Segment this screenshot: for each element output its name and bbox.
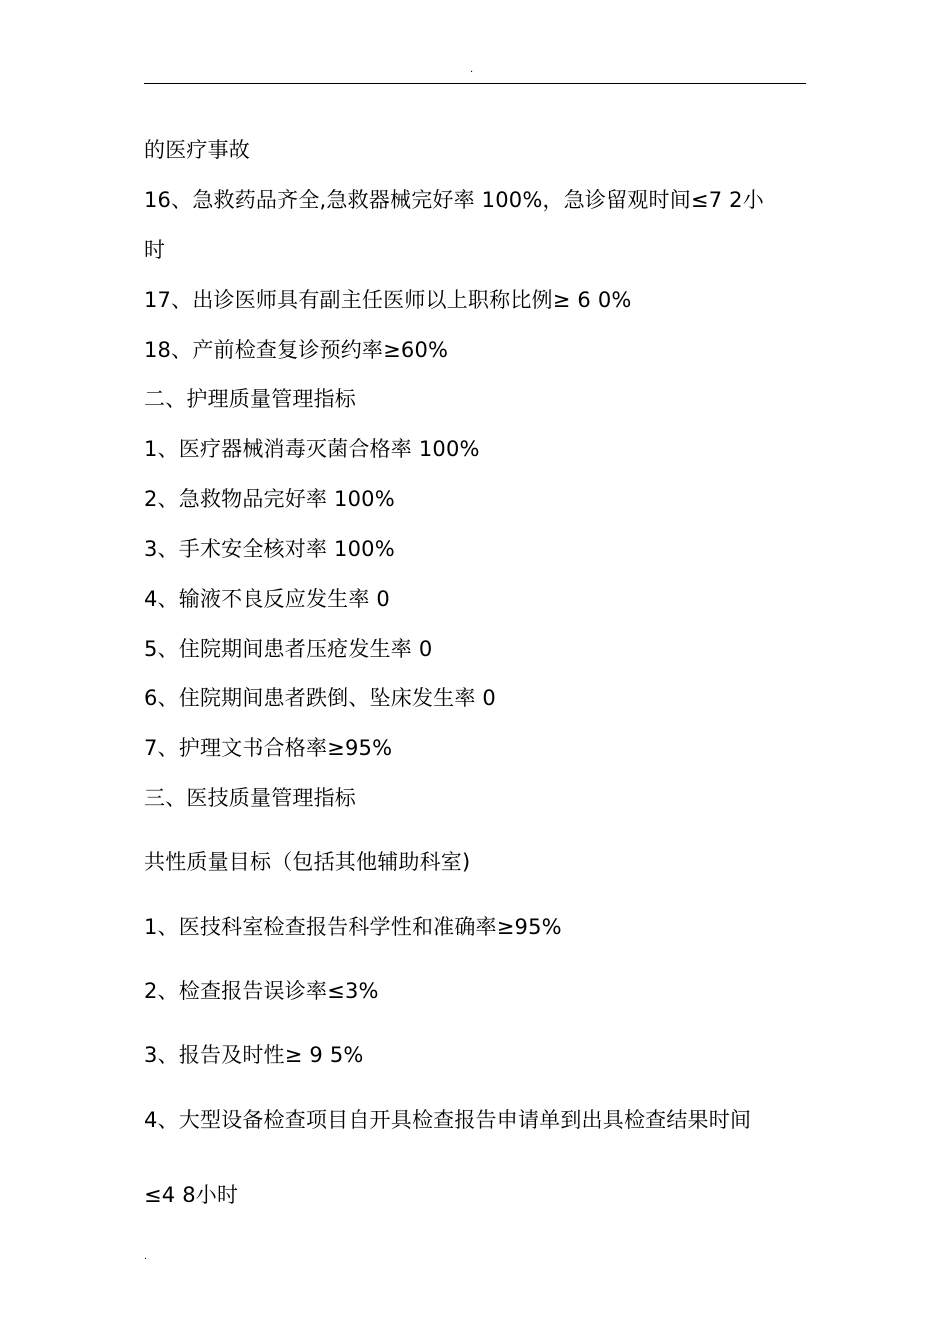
text-line: 4、输液不良反应发生率 0	[144, 587, 390, 611]
text-line: 5、住院期间患者压疮发生率 0	[144, 637, 433, 661]
text-line: 16、急救药品齐全,急救器械完好率 100%，急诊留观时间≤7 2小	[144, 188, 764, 212]
text-line: 4、大型设备检查项目自开具检查报告申请单到出具检查结果时间	[144, 1108, 752, 1132]
header-rule	[144, 83, 806, 84]
section-heading: 三、医技质量管理指标	[144, 786, 356, 810]
text-line: 7、护理文书合格率≥95%	[144, 736, 393, 760]
text-line: ≤4 8小时	[144, 1183, 239, 1207]
text-line: 3、报告及时性≥ 9 5%	[144, 1043, 364, 1067]
footer-mark: .	[144, 1251, 148, 1262]
subsection-heading: 共性质量目标（包括其他辅助科室)	[144, 850, 471, 874]
text-line: 的医疗事故	[144, 138, 250, 162]
text-line: 2、急救物品完好率 100%	[144, 487, 395, 511]
text-line: 17、出诊医师具有副主任医师以上职称比例≥ 6 0%	[144, 288, 632, 312]
text-line: 18、产前检查复诊预约率≥60%	[144, 338, 449, 362]
text-line: 1、医技科室检查报告科学性和准确率≥95%	[144, 915, 562, 939]
text-line: 时	[144, 238, 166, 262]
header-mark: .	[470, 64, 474, 75]
text-line: 6、住院期间患者跌倒、坠床发生率 0	[144, 686, 496, 710]
text-line: 1、医疗器械消毒灭菌合格率 100%	[144, 437, 480, 461]
text-line: 3、手术安全核对率 100%	[144, 537, 395, 561]
section-heading: 二、护理质量管理指标	[144, 387, 356, 411]
text-line: 2、检查报告误诊率≤3%	[144, 979, 379, 1003]
